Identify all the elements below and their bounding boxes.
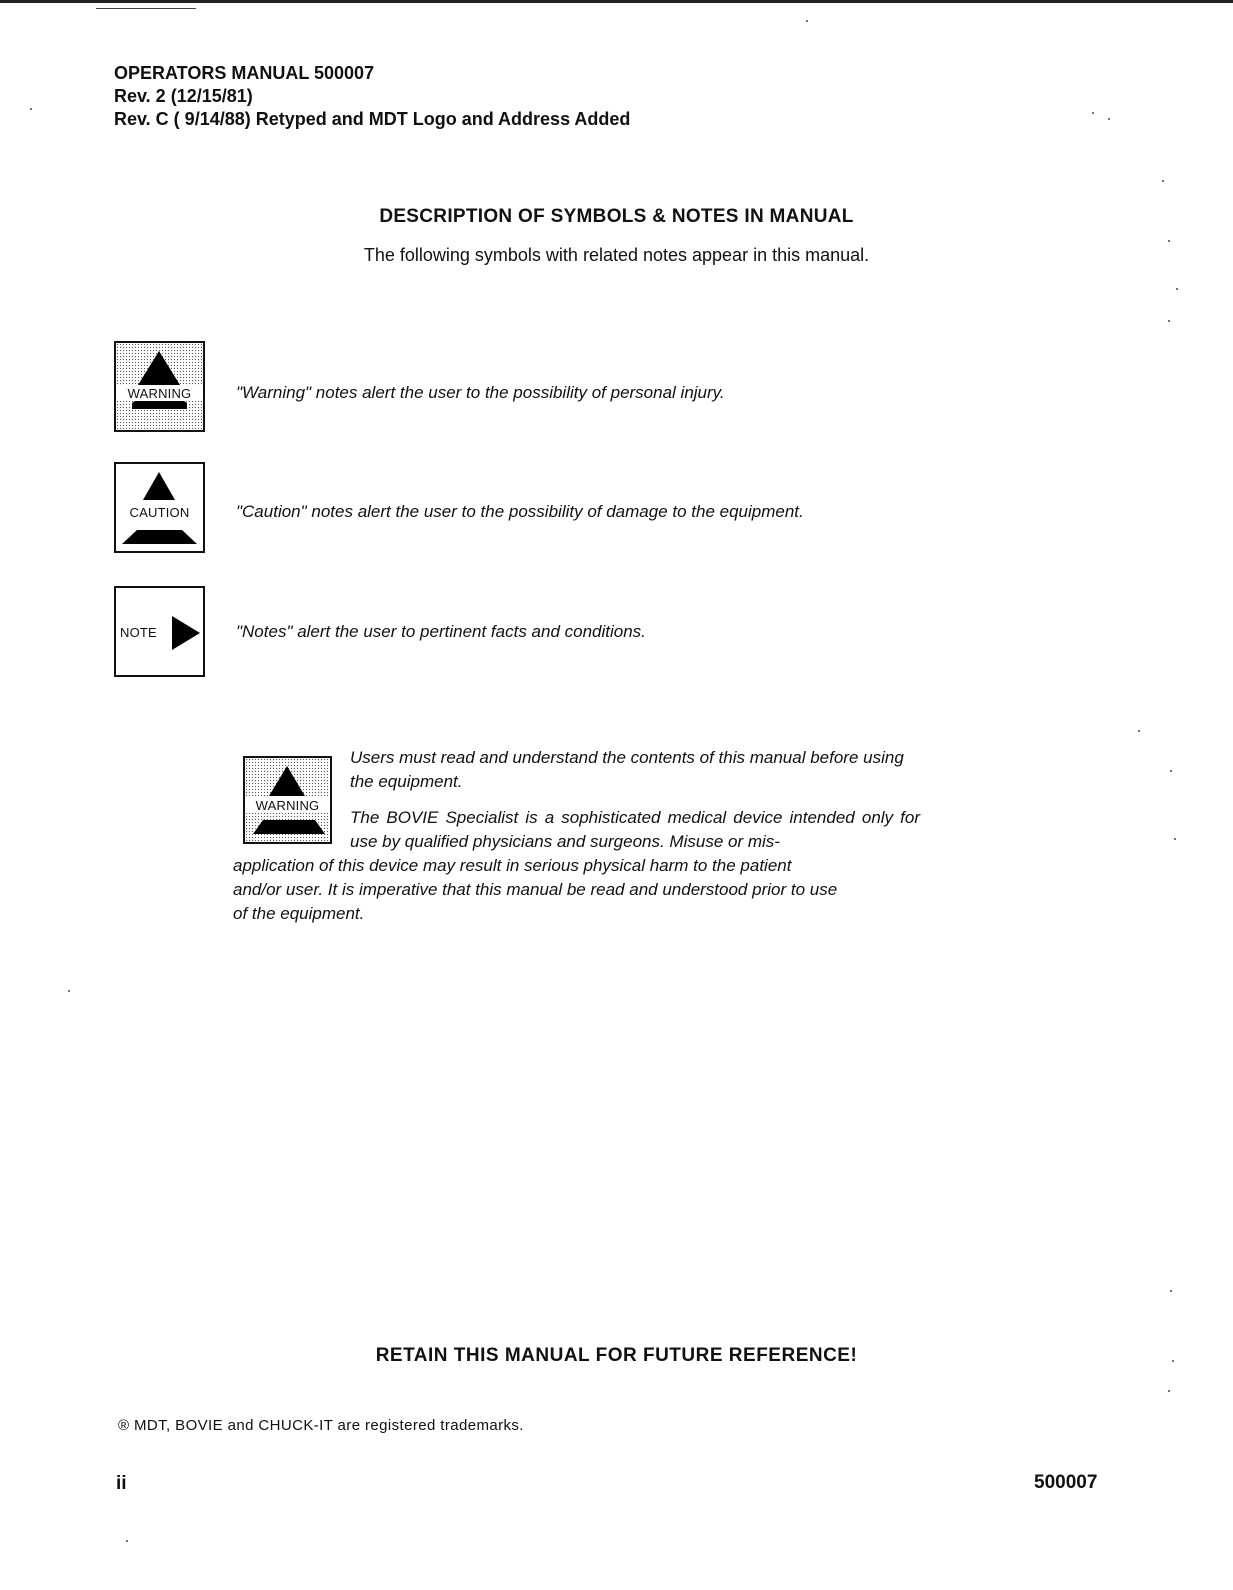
scan-speck <box>1170 1290 1172 1292</box>
warning-icon <box>243 756 332 844</box>
scan-speck <box>1108 118 1110 120</box>
caution-icon <box>114 462 205 553</box>
warning-paragraph-2: The BOVIE Specialist is a sophisticated medical device intended only for use by qualified physicians and surgeons. Misuse or mis- <box>350 808 920 851</box>
scan-speck <box>1176 288 1178 290</box>
section-title: DESCRIPTION OF SYMBOLS & NOTES IN MANUAL <box>379 206 854 227</box>
scan-speck <box>68 990 70 992</box>
page-number: ii <box>116 1473 127 1494</box>
warning-paragraph-3-line-1: application of this device may result in serious physical harm to the patient <box>233 856 792 875</box>
scan-speck <box>806 20 808 22</box>
trademark-notice: ® MDT, BOVIE and CHUCK-IT are registered trademarks. <box>118 1417 524 1434</box>
scan-speck <box>1162 180 1164 182</box>
scan-speck <box>1168 240 1170 242</box>
warning-paragraph-3 <box>233 854 920 926</box>
revision-2: Rev. 2 (12/15/81) <box>114 86 253 106</box>
note-description: "Notes" alert the user to pertinent facts and conditions. <box>236 622 646 641</box>
caution-description: "Caution" notes alert the user to the possibility of damage to the equipment. <box>236 502 804 521</box>
document-header <box>114 62 630 131</box>
warning-paragraph-3-line-3: of the equipment. <box>233 904 365 923</box>
warning-label: WARNING <box>245 798 330 813</box>
warning-description: "Warning" notes alert the user to the possibility of personal injury. <box>236 383 725 402</box>
scan-speck <box>30 108 32 110</box>
top-border <box>0 0 1233 3</box>
revision-c: Rev. C ( 9/14/88) Retyped and MDT Logo and Address Added <box>114 109 631 129</box>
scan-speck <box>1138 730 1140 732</box>
scan-speck <box>1174 838 1176 840</box>
warning-paragraph-3-line-2: and/or user. It is imperative that this manual be read and understood prior to use <box>233 880 838 899</box>
scan-speck <box>1168 1390 1170 1392</box>
scan-speck <box>1168 320 1170 322</box>
manual-title: OPERATORS MANUAL 500007 <box>114 63 375 83</box>
warning-label: WARNING <box>116 386 203 401</box>
scan-speck <box>1172 1360 1174 1362</box>
document-number: 500007 <box>1034 1472 1098 1493</box>
warning-paragraph-1: Users must read and understand the contents of this manual before using the equipment. <box>350 748 904 791</box>
warning-icon <box>114 341 205 432</box>
scan-mark <box>96 8 196 9</box>
warning-block-icon <box>243 756 332 844</box>
note-icon <box>114 586 205 677</box>
section-subtitle: The following symbols with related notes appear in this manual. <box>363 245 870 265</box>
note-label: NOTE <box>120 625 170 640</box>
scan-speck <box>126 1540 128 1542</box>
retain-notice: RETAIN THIS MANUAL FOR FUTURE REFERENCE! <box>375 1345 858 1366</box>
scan-speck <box>1170 770 1172 772</box>
scan-speck <box>1092 112 1094 114</box>
caution-label: CAUTION <box>116 505 203 520</box>
